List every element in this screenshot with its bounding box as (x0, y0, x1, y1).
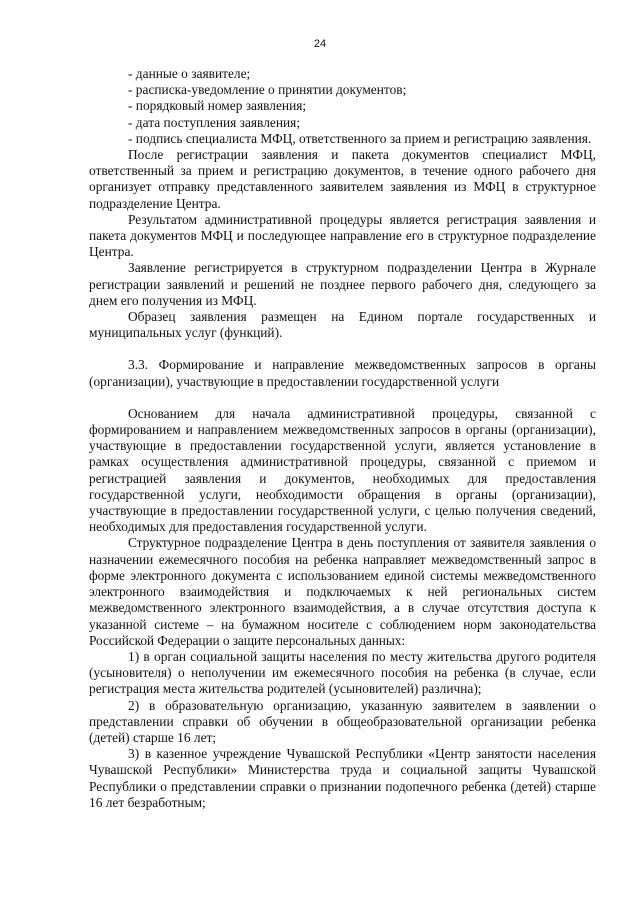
document-body (89, 66, 596, 811)
list-item-employment-center: 3) в казенное учреждение Чувашской Республики «Центр занятости населения Чувашской Республики» Министерства труда и социальной защиты Чувашской Республики о представлении справки о признании подопечного ребенка (детей) старше 16 лет безработным; (89, 746, 596, 810)
list-item-receipt-date: - дата поступления заявления; (128, 114, 301, 130)
paragraph-sample-placement: Образец заявления размещен на Едином портале государственных и муниципальных услуг (функций). (89, 309, 596, 341)
list-item-applicant-data: - данные о заявителе; (128, 66, 251, 81)
page-number: 24 (313, 38, 327, 50)
list-item-serial-number: - порядковый номер заявления; (128, 98, 307, 114)
paragraph-interagency-request: Структурное подразделение Центра в день поступления от заявителя заявления о назначении ежемесячного пособия на ребенка направляет межведомственный запрос в форме электронного документа с использованием единой системы межведомственного электронного взаимодействия и подключаемых к ней региональных систем межведомственного электронного взаимодействия, а в случае отсутствия доступа к указанной системе – на бумажном носителе с соблюдением норм законодательства Российской Федерации о защите персональных данных: (89, 535, 596, 648)
list-item-receipt-notice: - расписка-уведомление о принятии документов; (128, 82, 407, 98)
list-item-social-protection: 1) в орган социальной защиты населения по месту жительства другого родителя (усыновителя) о неполучении им ежемесячного пособия на ребенка (в случае, если регистрация места жительства родителей (усыновителей) различна); (89, 648, 596, 697)
list-item-signature: - подпись специалиста МФЦ, ответственного за прием и регистрацию заявления. (128, 130, 592, 146)
section-3-3-body (89, 406, 596, 811)
list-item-education-organization: 2) в образовательную организацию, указанную заявителем в заявлении о представлении справки об обучении в общеобразовательной организации ребенка (детей) старше 16 лет; (89, 697, 596, 745)
paragraph-grounds: Основанием для начала административной процедуры, связанной с формированием и направлением межведомственных запросов в органы (организации), участвующие в предоставлении государственной услуги, является установление в рамках осуществления административной процедуры, связанной с приемом и регистрацией заявления и документов, необходимых для предоставления государственной услуги, необходимости обращения в органы (организации), участвующие в предоставлении государственной услуги, с целью получения сведений, необходимых для предоставления государственной услуги. (89, 405, 596, 535)
paragraph-procedure-result: Результатом административной процедуры является регистрация заявления и пакета документов МФЦ и последующее направление его в структурное подразделение Центра. (89, 211, 596, 260)
spacer (89, 341, 596, 357)
paragraph-after-registration: После регистрации заявления и пакета документов специалист МФЦ, ответственный за прием и регистрацию документов, в течение одного рабочего дня организует отправку представленного заявителем заявления из МФЦ в структурное подразделение Центра. (89, 147, 596, 211)
paragraph-journal-registration: Заявление регистрируется в структурном подразделении Центра в Журнале регистрации заявлений и решений не позднее первого рабочего дня, следующего за днем его получения из МФЦ. (89, 260, 596, 308)
section-heading-3-3: 3.3. Формирование и направление межведомственных запросов в органы (организации), участвующие в предоставлении государственной услуги (89, 357, 596, 389)
spacer (89, 390, 596, 406)
section-3-2-tail (89, 66, 596, 341)
